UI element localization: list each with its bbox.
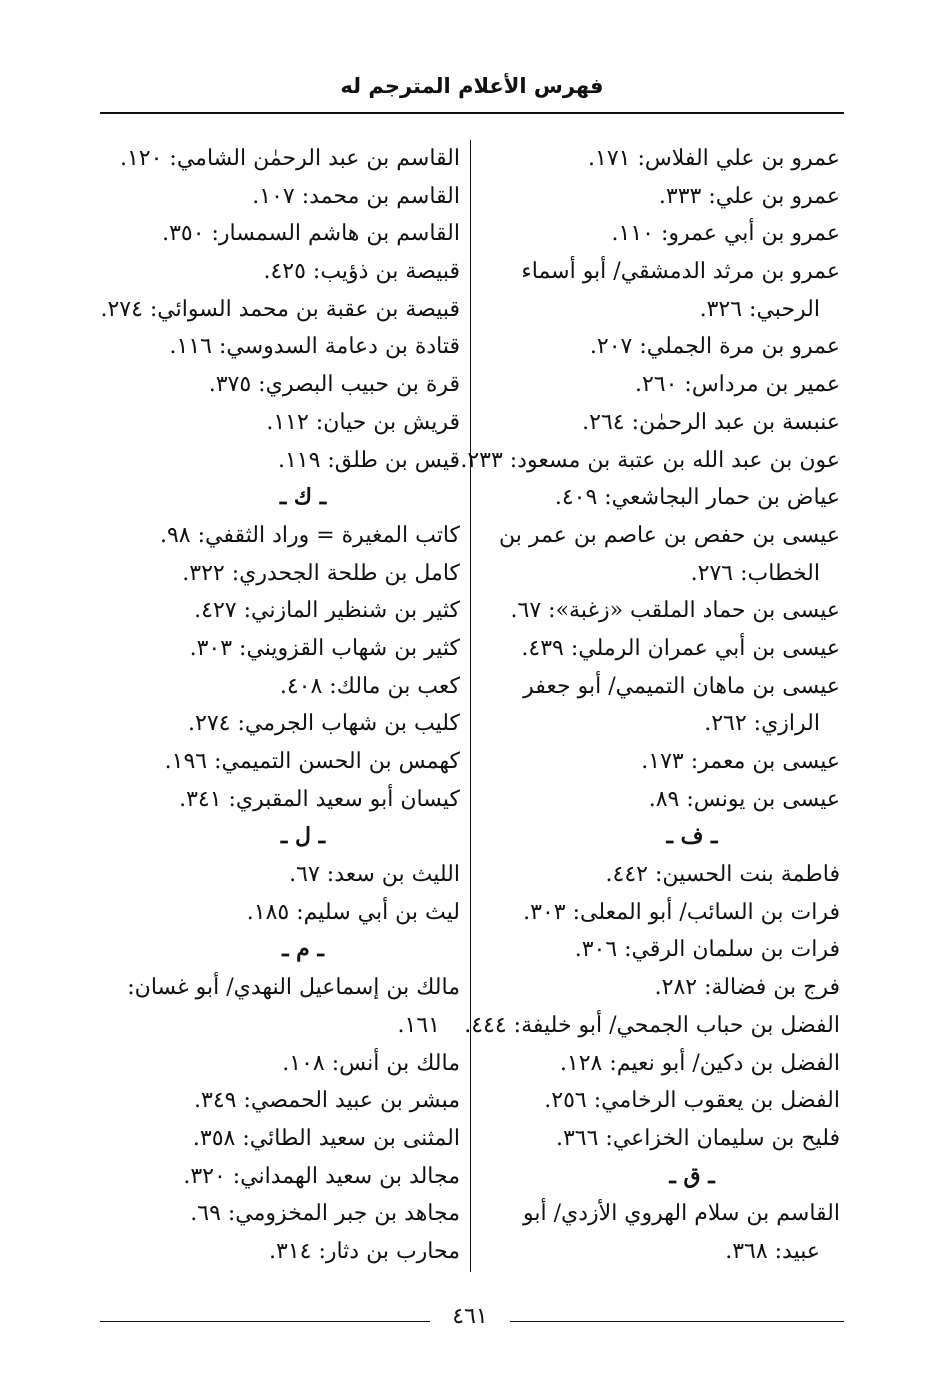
column-divider (470, 140, 471, 1272)
page-number: ٤٦١ (452, 1304, 488, 1329)
letter-heading-text: ـ ف ـ (666, 823, 718, 850)
index-entry: القاسم بن سلام الهروي الأزدي/ أبو (523, 1201, 840, 1227)
index-entry: عيسى بن حفص بن عاصم بن عمر بن (499, 522, 840, 548)
index-entry: القاسم بن عبد الرحمٰن الشامي: ١٢٠. (119, 146, 460, 171)
index-entry: مالك بن أنس: ١٠٨. (282, 1050, 460, 1076)
letter-heading-text: ـ ق ـ (669, 1162, 715, 1189)
letter-heading (76, 931, 460, 969)
index-entry: كهمس بن الحسن التميمي: ١٩٦. (164, 749, 460, 774)
index-entry: عمرو بن علي الفلاس: ١٧١. (588, 146, 840, 171)
index-entry: المثنى بن سعيد الطائي: ٣٥٨. (192, 1125, 460, 1151)
index-entry: القاسم بن هاشم السمسار: ٣٥٠. (162, 221, 460, 247)
index-entry: فرات بن سلمان الرقي: ٣٠٦. (574, 937, 840, 963)
index-entry: عيسى بن أبي عمران الرملي: ٤٣٩. (521, 635, 840, 661)
index-entry: مجاهد بن جبر المخزومي: ٦٩. (190, 1201, 460, 1227)
index-entry: عون بن عبد الله بن عتبة بن مسعود: ٢٣٣. (460, 447, 840, 473)
index-entry: قبيصة بن عقبة بن محمد السوائي: ٢٧٤. (100, 296, 460, 322)
index-entry: القاسم بن محمد: ١٠٧. (252, 183, 460, 209)
index-entry: محارب بن دثار: ٣١٤. (269, 1238, 460, 1264)
index-entry: مبشر بن عبيد الحمصي: ٣٤٩. (194, 1088, 460, 1114)
index-entry: فليح بن سليمان الخزاعي: ٣٦٦. (555, 1125, 840, 1151)
index-entry: عيسى بن حماد الملقب «زغبة»: ٦٧. (510, 598, 840, 624)
letter-heading-text: ـ ل ـ (280, 823, 326, 850)
page-footer (0, 1304, 944, 1334)
index-entry: الفضل بن دكين/ أبو نعيم: ١٢٨. (559, 1050, 840, 1076)
index-entry: عنبسة بن عبد الرحمٰن: ٢٦٤. (582, 409, 840, 435)
footer-rule-right (510, 1321, 844, 1322)
index-entry: الليث بن سعد: ٦٧. (289, 862, 460, 888)
index-entry: كامل بن طلحة الجحدري: ٣٢٢. (182, 560, 460, 586)
index-entry: فرات بن السائب/ أبو المعلى: ٣٠٣. (523, 899, 840, 925)
letter-heading-text: ـ م ـ (282, 936, 324, 963)
letter-heading (474, 1158, 840, 1196)
letter-heading (76, 818, 460, 856)
index-entry-continuation: الخطاب: ٢٧٦. (690, 560, 820, 586)
index-entry: عمرو بن أبي عمرو: ١١٠. (611, 221, 840, 247)
index-entry: قبيصة بن ذؤيب: ٤٢٥. (263, 259, 460, 285)
index-entry: عيسى بن معمر: ١٧٣. (641, 749, 840, 774)
index-entry: عيسى بن ماهان التميمي/ أبو جعفر (523, 673, 840, 699)
index-entry: كليب بن شهاب الجرمي: ٢٧٤. (188, 711, 460, 737)
index-entry: فرج بن فضالة: ٢٨٢. (654, 975, 840, 1001)
header-rule (100, 112, 844, 114)
page-header: فهرس الأعلام المترجم له (340, 74, 604, 98)
index-entry: عياض بن حمار البجاشعي: ٤٠٩. (554, 485, 840, 511)
index-entry: قريش بن حيان: ١١٢. (266, 409, 460, 435)
index-entry: عيسى بن يونس: ٨٩. (648, 786, 840, 812)
index-entry: قيس بن طلق: ١١٩. (277, 447, 460, 473)
index-entry: الفضل بن يعقوب الرخامي: ٢٥٦. (544, 1088, 840, 1114)
index-entry: مجالد بن سعيد الهمداني: ٣٢٠. (183, 1163, 460, 1189)
letter-heading (474, 818, 840, 856)
index-entry-continuation: عبيد: ٣٦٨. (725, 1238, 820, 1264)
index-entry-continuation: ١٦١. (397, 1012, 440, 1038)
index-entry-continuation: الرازي: ٢٦٢. (704, 711, 820, 737)
index-entry: كيسان أبو سعيد المقبري: ٣٤١. (179, 786, 460, 812)
index-entry: كعب بن مالك: ٤٠٨. (279, 673, 460, 699)
index-entry: ليث بن أبي سليم: ١٨٥. (246, 899, 460, 925)
footer-rule-left (100, 1321, 430, 1322)
index-entry: قرة بن حبيب البصري: ٣٧٥. (208, 372, 460, 398)
letter-heading (76, 479, 460, 517)
index-entry: كثير بن شنظير المازني: ٤٢٧. (194, 598, 460, 624)
index-entry: عمرو بن مرة الجملي: ٢٠٧. (589, 334, 840, 360)
index-entry: فاطمة بنت الحسين: ٤٤٢. (605, 862, 840, 888)
index-entry: عمير بن مرداس: ٢٦٠. (634, 372, 840, 398)
index-entry: مالك بن إسماعيل النهدي/ أبو غسان: (127, 975, 460, 1001)
index-entry: كثير بن شهاب القزويني: ٣٠٣. (189, 635, 460, 661)
letter-heading-text: ـ ك ـ (279, 484, 327, 511)
index-column-right (460, 140, 840, 1271)
index-column-left (76, 140, 460, 1271)
index-entry: قتادة بن دعامة السدوسي: ١١٦. (169, 334, 460, 360)
index-entry: الفضل بن حباب الجمحي/ أبو خليفة: ٤٤٤. (464, 1012, 840, 1038)
index-entry: كاتب المغيرة = وراد الثقفي: ٩٨. (159, 522, 460, 548)
index-entry: عمرو بن مرثد الدمشقي/ أبو أسماء (521, 259, 840, 285)
index-entry-continuation: الرحبي: ٣٢٦. (699, 296, 820, 322)
index-entry: عمرو بن علي: ٣٣٣. (658, 183, 840, 209)
